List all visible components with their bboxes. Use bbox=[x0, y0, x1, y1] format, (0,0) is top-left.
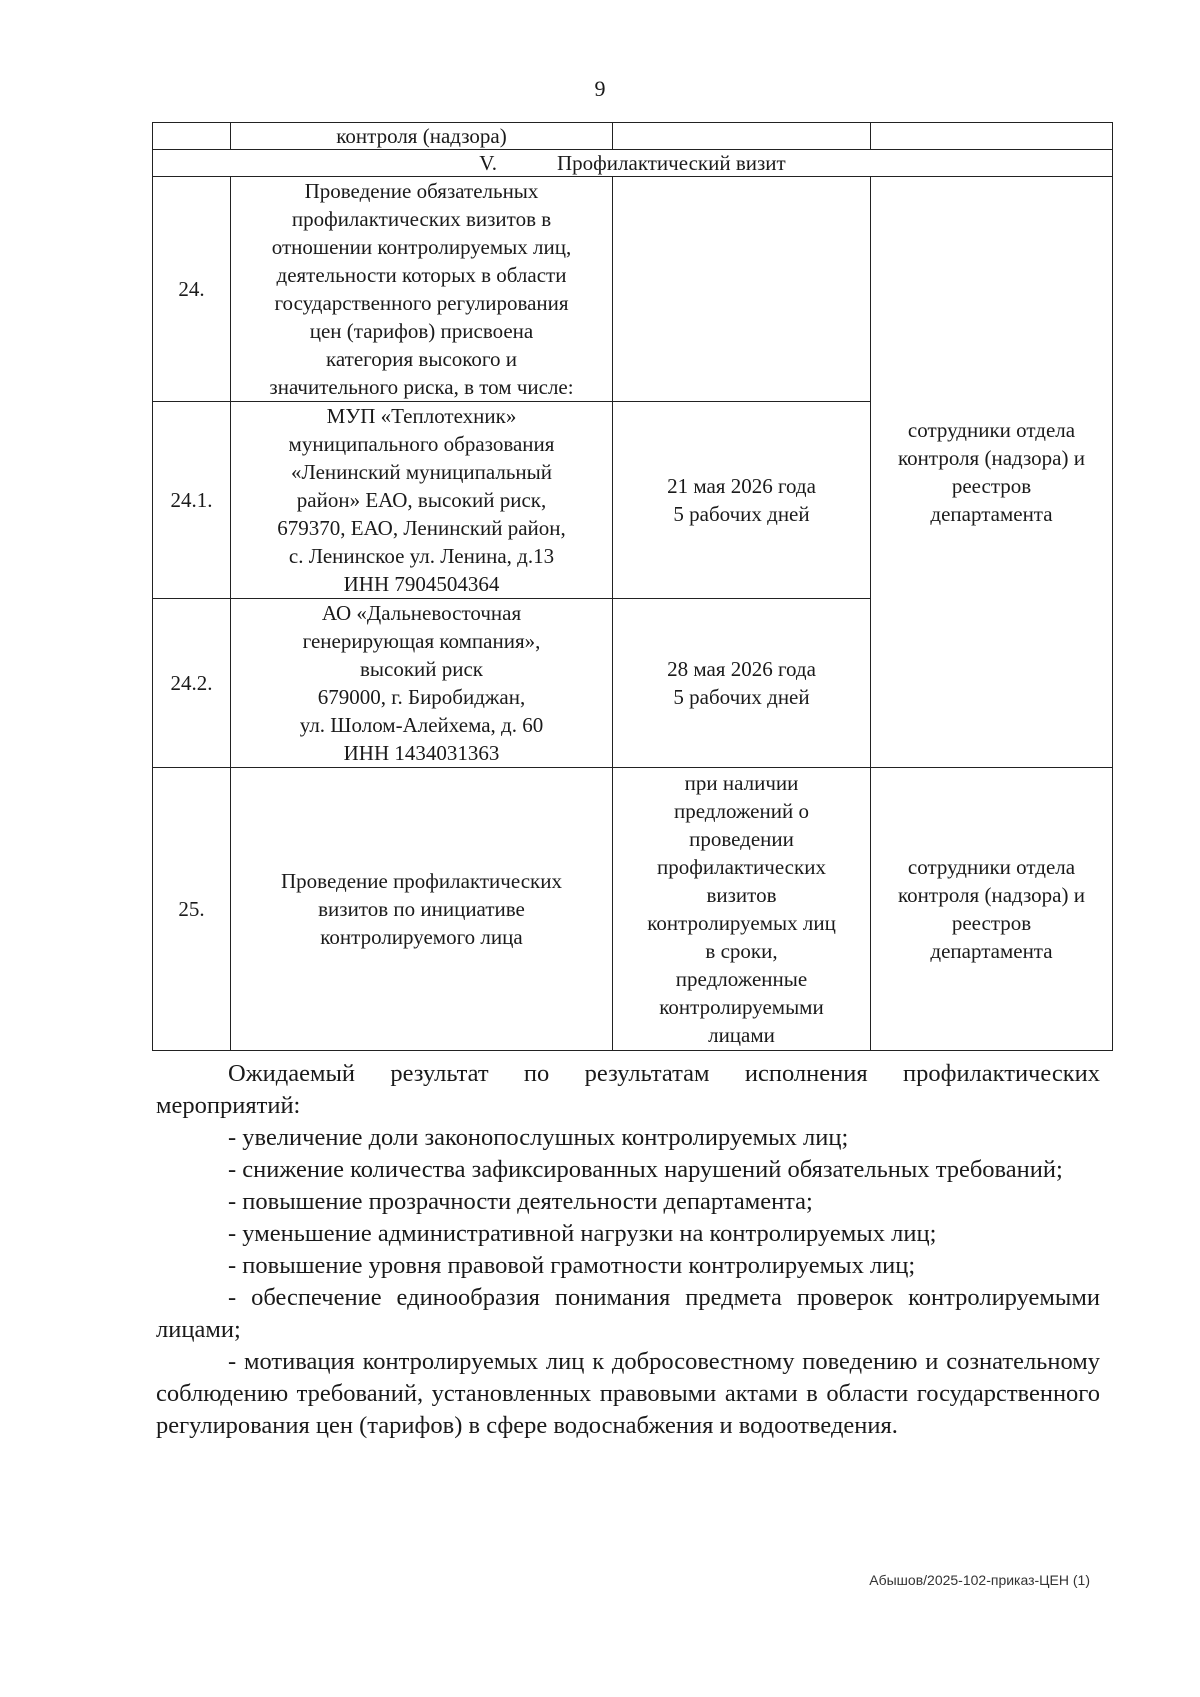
activity-line: 679000, г. Биробиджан, bbox=[317, 685, 526, 709]
table-row bbox=[153, 768, 1113, 1051]
activity-cell bbox=[231, 402, 613, 599]
activity-line: Проведение обязательных bbox=[304, 179, 539, 203]
activity-line: Проведение профилактических bbox=[281, 869, 562, 893]
term-line: предложенные bbox=[675, 967, 808, 991]
term-line: 28 мая 2026 года bbox=[667, 657, 816, 681]
page-number: 9 bbox=[594, 76, 606, 101]
responsible-line: департамента bbox=[930, 502, 1053, 526]
activity-line: высокий риск bbox=[359, 657, 484, 681]
activity-line: ИНН 1434031363 bbox=[343, 741, 500, 765]
responsible-line: контроля (надзора) и bbox=[898, 446, 1085, 470]
activity-line: муниципального образования bbox=[288, 432, 555, 456]
term-line: профилактических bbox=[657, 855, 826, 879]
term-line: контролируемыми bbox=[659, 995, 824, 1019]
row-number: 24.1. bbox=[153, 402, 231, 599]
term-line: в сроки, bbox=[705, 939, 778, 963]
activity-line: АО «Дальневосточная bbox=[321, 601, 522, 625]
responsible-line: сотрудники отдела bbox=[907, 855, 1076, 879]
term-line: при наличии bbox=[684, 771, 799, 795]
row-number: 25. bbox=[153, 768, 231, 1051]
activity-line: 679370, ЕАО, Ленинский район, bbox=[277, 516, 566, 540]
responsible-line: контроля (надзора) и bbox=[898, 883, 1085, 907]
activity-line: ул. Шолом-Алейхема, д. 60 bbox=[299, 713, 544, 737]
term-line: 21 мая 2026 года bbox=[667, 474, 816, 498]
activity-line: район» ЕАО, высокий риск, bbox=[296, 488, 547, 512]
responsible-line: сотрудники отдела bbox=[907, 418, 1076, 442]
term-line: 5 рабочих дней bbox=[673, 502, 810, 526]
term-line: визитов bbox=[706, 883, 777, 907]
activity-line: «Ленинский муниципальный bbox=[290, 460, 552, 484]
section-number: V. bbox=[479, 151, 498, 175]
activity-line: государственного регулирования bbox=[274, 291, 569, 315]
activity-line: профилактических визитов в bbox=[291, 207, 552, 231]
term-line: 5 рабочих дней bbox=[673, 685, 810, 709]
prevention-plan-table bbox=[152, 122, 1113, 1051]
activity-cell bbox=[231, 599, 613, 768]
term-line: лицами bbox=[708, 1023, 775, 1047]
term-cell bbox=[613, 402, 871, 599]
cell-responsible bbox=[871, 123, 1113, 150]
responsible-line: реестров bbox=[951, 911, 1032, 935]
result-item: - повышение уровня правовой грамотности контролируемых лиц; bbox=[228, 1252, 916, 1279]
activity-line: генерирующая компания», bbox=[302, 629, 541, 653]
section-header-row bbox=[153, 150, 1113, 177]
cell-activity: контроля (надзора) bbox=[231, 123, 613, 150]
row-number: 24.2. bbox=[153, 599, 231, 768]
term-line: предложений о bbox=[674, 799, 809, 823]
activity-line: ИНН 7904504364 bbox=[343, 572, 500, 596]
responsible-cell bbox=[871, 768, 1113, 1051]
responsible-cell bbox=[871, 177, 1113, 768]
term-line: контролируемых лиц bbox=[647, 911, 836, 935]
result-item: - обеспечение единообразия понимания предмета проверок контролируемыми лицами; bbox=[156, 1284, 1100, 1343]
document-reference: Абышов/2025-102-приказ-ЦЕН (1) bbox=[869, 1572, 1090, 1588]
activity-line: цен (тарифов) присвоена bbox=[309, 319, 534, 343]
result-item: - уменьшение административной нагрузки на контролируемых лиц; bbox=[228, 1220, 937, 1247]
cell-num bbox=[153, 123, 231, 150]
responsible-line: реестров bbox=[951, 474, 1032, 498]
result-item: - снижение количества зафиксированных нарушений обязательных требований; bbox=[228, 1156, 1063, 1183]
term-cell bbox=[613, 177, 871, 402]
result-item: - увеличение доли законопослушных контролируемых лиц; bbox=[228, 1124, 849, 1151]
table-row bbox=[153, 123, 1113, 150]
term-cell bbox=[613, 768, 871, 1051]
activity-line: отношении контролируемых лиц, bbox=[271, 235, 572, 259]
activity-line: с. Ленинское ул. Ленина, д.13 bbox=[288, 544, 555, 568]
activity-line: контролируемого лица bbox=[320, 925, 523, 949]
cell-term bbox=[613, 123, 871, 150]
activity-line: МУП «Теплотехник» bbox=[326, 404, 517, 428]
responsible-line: департамента bbox=[930, 939, 1053, 963]
expected-results bbox=[156, 1058, 1100, 1442]
section-title: Профилактический визит bbox=[557, 151, 786, 175]
result-item: - мотивация контролируемых лиц к добросовестному поведению и сознательному соблюдению требований, установленных правовыми актами в области государственного регулирования цен (тарифов) в сфере водоснабжения и водоотведения. bbox=[156, 1348, 1100, 1439]
activity-cell bbox=[231, 768, 613, 1051]
term-line: проведении bbox=[689, 827, 794, 851]
activity-line: визитов по инициативе bbox=[318, 897, 525, 921]
activity-cell bbox=[231, 177, 613, 402]
activity-line: категория высокого и bbox=[326, 347, 517, 371]
row-number: 24. bbox=[153, 177, 231, 402]
section-header bbox=[153, 150, 1113, 177]
result-item: - повышение прозрачности деятельности департамента; bbox=[228, 1188, 813, 1215]
results-intro: Ожидаемый результат по результатам исполнения профилактических мероприятий: bbox=[156, 1060, 1100, 1119]
table-row bbox=[153, 177, 1113, 402]
activity-line: деятельности которых в области bbox=[276, 263, 567, 287]
activity-line: значительного риска, в том числе: bbox=[269, 375, 574, 399]
term-cell bbox=[613, 599, 871, 768]
